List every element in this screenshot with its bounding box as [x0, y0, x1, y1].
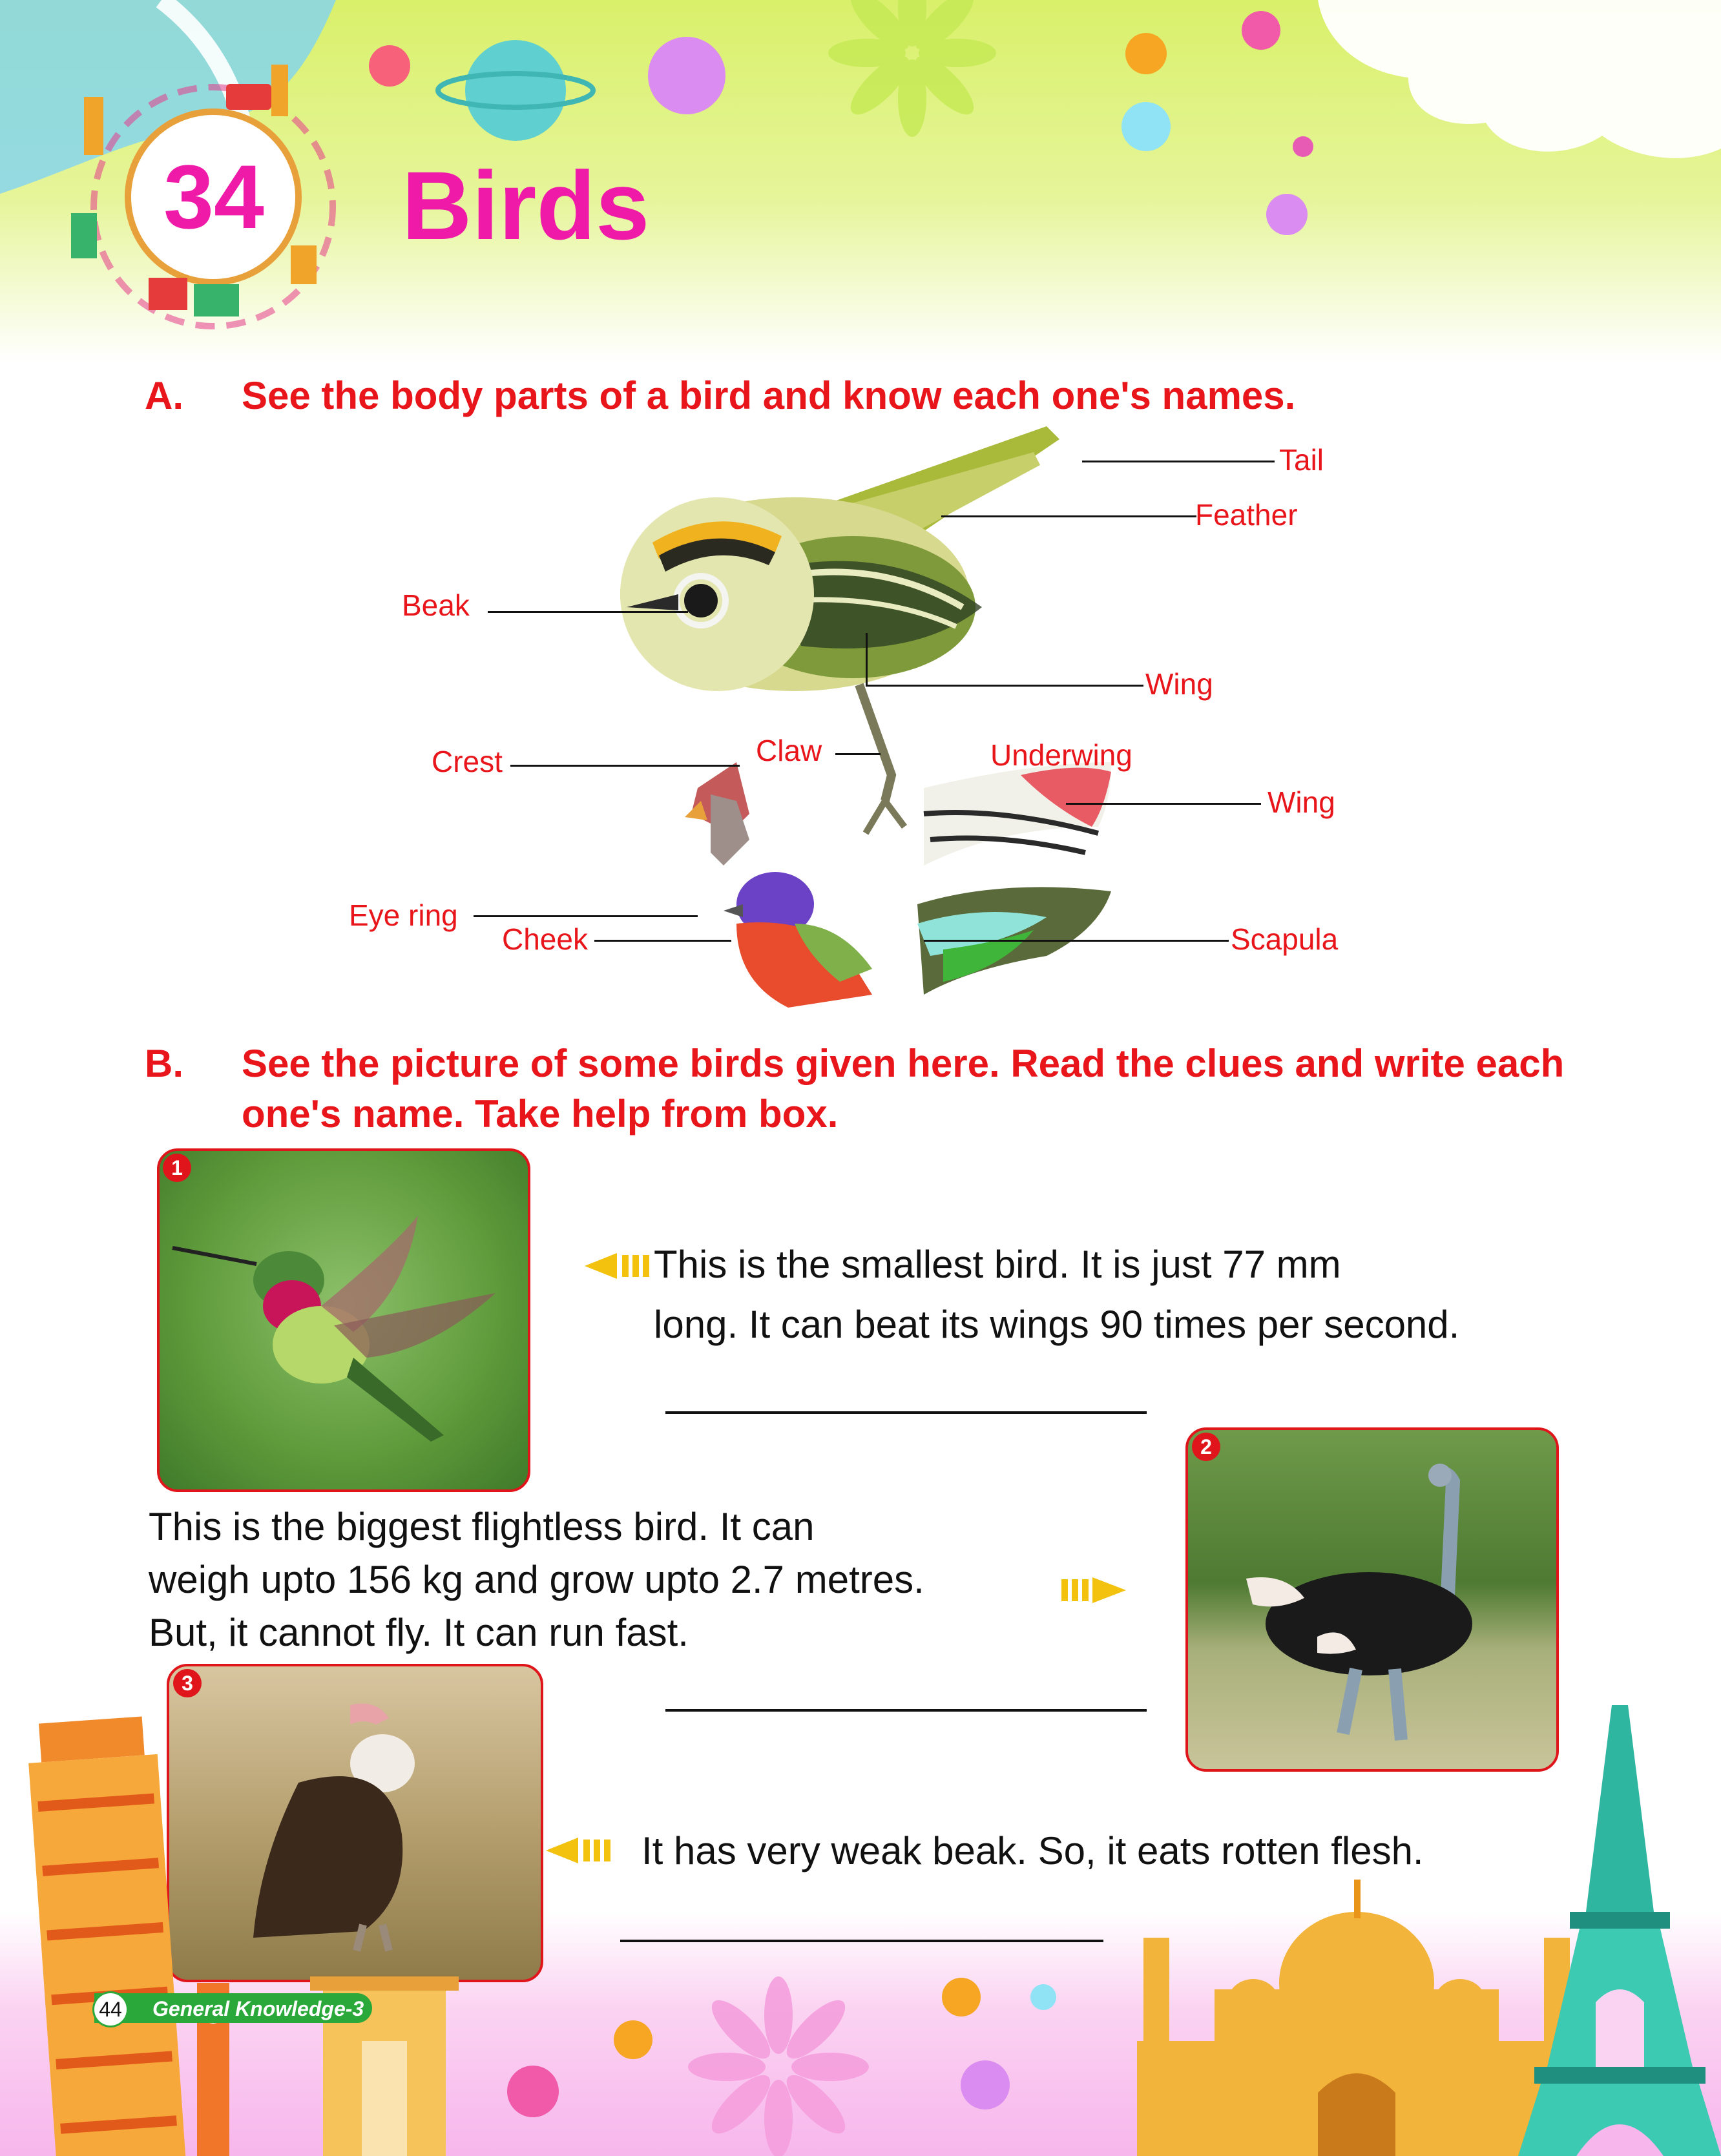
leader-wing-small: [1066, 803, 1261, 805]
arrow-left-icon: [585, 1250, 656, 1282]
clue-1-line1: This is the smallest bird. It is just 77 mm: [654, 1243, 1341, 1286]
page-title: Birds: [402, 151, 650, 260]
leader-feather: [941, 515, 1196, 517]
label-tail: Tail: [1279, 443, 1324, 477]
label-crest: Crest: [432, 745, 503, 778]
section-a-marker: A.: [145, 374, 183, 417]
label-claw: Claw: [756, 734, 822, 767]
clue-1-line2: long. It can beat its wings 90 times per second.: [654, 1303, 1460, 1346]
clue-2-line2: weigh upto 156 kg and grow upto 2.7 metres.: [149, 1558, 924, 1601]
clue-2-line3: But, it cannot fly. It can run fast.: [149, 1611, 689, 1654]
label-wing-small: Wing: [1267, 785, 1335, 819]
arrow-right-icon: [1061, 1574, 1132, 1606]
label-scapula: Scapula: [1231, 922, 1339, 956]
bird-diagram: [581, 413, 1189, 1027]
leader-wing-main-vertical: [866, 633, 868, 686]
section-a-instruction: See the body parts of a bird and know each one's names.: [242, 374, 1296, 417]
clue-3-line1: It has very weak beak. So, it eats rotten flesh.: [641, 1829, 1424, 1872]
photo-hummingbird: [157, 1148, 530, 1492]
lesson-number: 34: [163, 146, 264, 247]
label-feather: Feather: [1195, 498, 1298, 532]
leader-beak: [488, 611, 688, 613]
page-number: 44: [92, 1991, 129, 2027]
leader-tail: [1082, 461, 1275, 462]
leader-crest: [510, 765, 740, 767]
leader-cheek: [594, 940, 731, 942]
label-beak: Beak: [402, 588, 470, 622]
leader-eye-ring: [474, 915, 698, 917]
section-b-marker: B.: [145, 1042, 183, 1085]
label-eye-ring: Eye ring: [349, 898, 458, 932]
footer-decorations: [0, 1679, 1721, 2156]
clue-2-line1: This is the biggest flightless bird. It can: [149, 1505, 815, 1548]
section-b-instruction-line2: one's name. Take help from box.: [242, 1092, 839, 1135]
leader-scapula: [924, 940, 1229, 942]
label-wing-main: Wing: [1145, 667, 1213, 701]
book-title: General Knowledge-3: [152, 1997, 364, 2020]
badge-3: 3: [173, 1669, 202, 1697]
label-underwing: Underwing: [990, 738, 1132, 772]
leader-claw: [835, 753, 881, 755]
section-b-instruction-line1: See the picture of some birds given here. Read the clues and write each: [242, 1042, 1565, 1085]
leader-wing-main: [866, 685, 1143, 687]
badge-1: 1: [163, 1154, 191, 1182]
answer-line-1[interactable]: [665, 1411, 1147, 1414]
badge-2: 2: [1192, 1433, 1220, 1461]
label-cheek: Cheek: [502, 922, 588, 956]
